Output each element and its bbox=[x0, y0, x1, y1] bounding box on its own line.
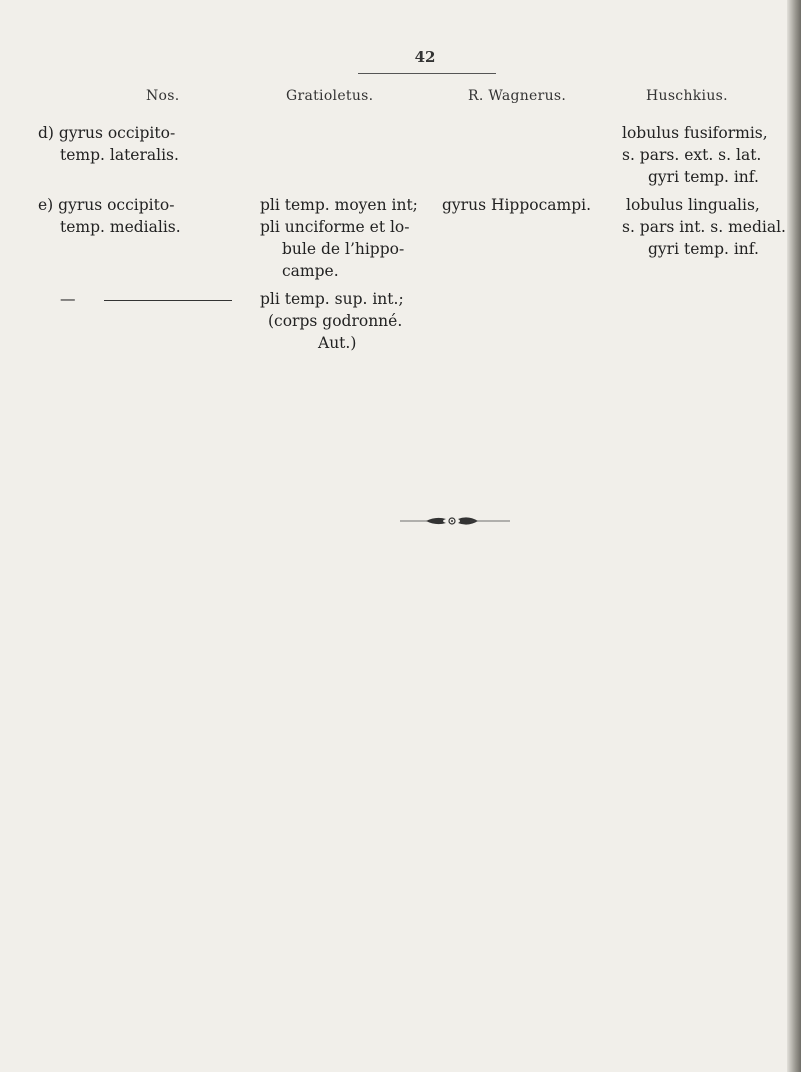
column-header-huschke: Huschkius. bbox=[646, 88, 728, 104]
row-f-gratiolet-line3: Aut.) bbox=[318, 334, 357, 352]
row-e-nos-line1: e) gyrus occipito- bbox=[38, 196, 175, 214]
ornament-divider bbox=[400, 513, 510, 529]
row-f-nos-dash: — bbox=[60, 290, 76, 308]
row-e-huschke-line2: s. pars int. s. medial. bbox=[622, 218, 786, 236]
row-d-nos-line1: d) gyrus occipito- bbox=[38, 124, 176, 142]
column-header-nos: Nos. bbox=[146, 88, 180, 104]
page-edge bbox=[787, 0, 801, 1072]
row-f-gratiolet-line2: (corps godronné. bbox=[268, 312, 403, 330]
row-e-gratiolet-line1: pli temp. moyen int; bbox=[260, 196, 418, 214]
column-header-wagner: R. Wagnerus. bbox=[468, 88, 567, 104]
row-e-gratiolet-line3: bule de l’hippo- bbox=[282, 240, 405, 258]
header-rule bbox=[358, 73, 496, 74]
row-f-gratiolet-line1: pli temp. sup. int.; bbox=[260, 290, 404, 308]
row-d-huschke-line2: s. pars. ext. s. lat. bbox=[622, 146, 762, 164]
row-e-wagner: gyrus Hippocampi. bbox=[442, 196, 592, 214]
row-e-gratiolet-line4: campe. bbox=[282, 262, 339, 280]
row-e-huschke-line3: gyri temp. inf. bbox=[648, 240, 759, 258]
row-e-huschke-line1: lobulus lingualis, bbox=[626, 196, 760, 214]
row-d-huschke-line3: gyri temp. inf. bbox=[648, 168, 759, 186]
row-d-nos-line2: temp. lateralis. bbox=[60, 146, 179, 164]
row-e-nos-line2: temp. medialis. bbox=[60, 218, 181, 236]
page-number: 42 bbox=[414, 48, 436, 66]
row-d-huschke-line1: lobulus fusiformis, bbox=[622, 124, 768, 142]
row-f-dash-rule bbox=[104, 300, 232, 301]
row-e-gratiolet-line2: pli unciforme et lo- bbox=[260, 218, 410, 236]
column-header-gratiolet: Gratioletus. bbox=[286, 88, 374, 104]
